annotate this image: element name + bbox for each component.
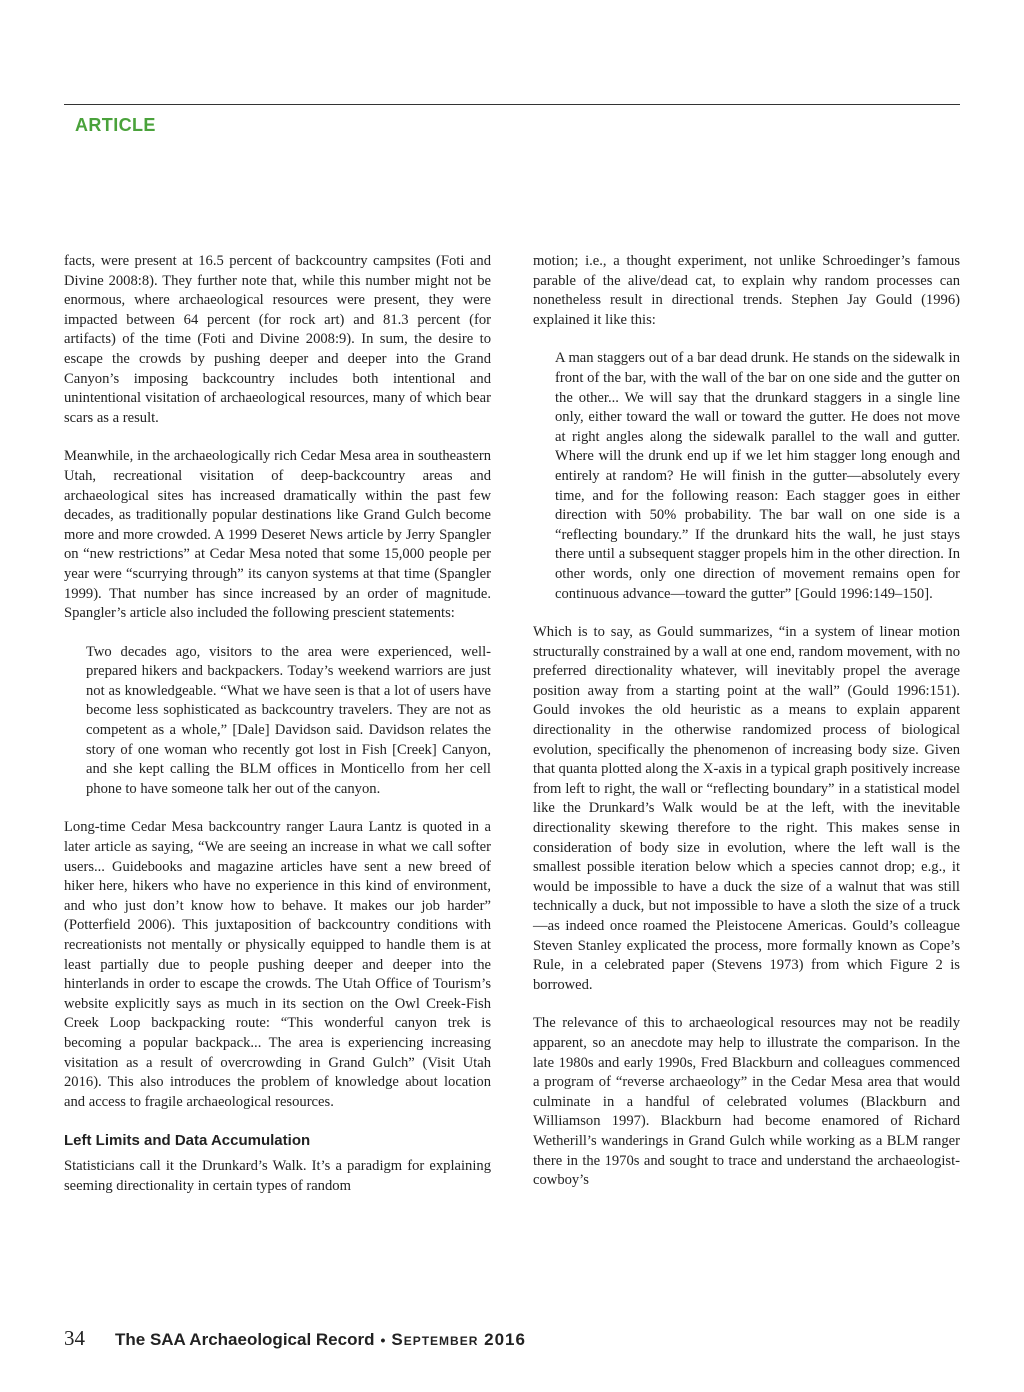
section-heading: Left Limits and Data Accumulation bbox=[64, 1132, 311, 1150]
paragraph: Meanwhile, in the archaeologically rich Cedar Mesa area in southeastern Utah, recreational visitation of deep-backcountry areas and archaeological sites has increased dramatically within the past few decades, as traditionally popular destinations like Grand Gulch become more and more crowded. A 1999 Deseret News article by Jerry Spangler on “new restrictions” at Cedar Mesa noted that some 15,000 people per year were “scurrying through” its canyon systems at that time (Spangler 1999). That number has since increased by an order of magnitude. Spangler’s article also included the following prescient statements: bbox=[64, 448, 491, 622]
journal-title: The SAA Archaeological Record bbox=[115, 1330, 375, 1349]
right-column bbox=[533, 252, 960, 1191]
bullet-separator: • bbox=[380, 1332, 386, 1348]
page-number: 34 bbox=[64, 1326, 85, 1350]
section-label: ARTICLE bbox=[75, 115, 156, 135]
paragraph: Long-time Cedar Mesa backcountry ranger Laura Lantz is quoted in a later article as saying, “We are seeing an increase in what we call softer users... Guidebooks and magazine articles have sent a new breed of hiker here, hikers who have no experience in this kind of environment, and who just don’t know how to behave. It makes our job harder” (Potterfield 2006). This juxtaposition of backcountry conditions with recreationists not mentally or physically equipped to handle them is at least partially due to people pushing deeper and deeper into the hinterlands in order to escape the crowds. The Utah Office of Tourism’s website explicitly says as much in its section on the Owl Creek-Fish Creek Loop backpacking route: “This wonderful canyon trek is becoming a popular backpack... The area is experiencing increasing visitation as a result of overcrowding in Grand Gulch” (Visit Utah 2016). This also introduces the problem of knowledge about location and access to fragile archaeological resources. bbox=[64, 819, 491, 1110]
issue-date: September 2016 bbox=[391, 1330, 526, 1349]
page-footer bbox=[64, 1326, 526, 1351]
paragraph: Which is to say, as Gould summarizes, “in a system of linear motion structurally constrained by a wall at one end, random movement, with no preferred directionality whatever, will inevitably propel the average position away from a starting point at the wall” (Gould 1996:151). Gould invokes the old heuristic as a means to explain apparent directionality in the otherwise randomized process of biological evolution, specifically the phenomenon of increasing body size. Given that quanta plotted along the X-axis in a typical graph positively increase from left to right, the wall or “reflecting boundary” in a statistical model like the Drunkard’s Walk would be at the left, with the inevitable directionality skewing therefore to the right. This makes sense in consideration of body size in evolution, where the left wall is the smallest possible iteration below which a species cannot drop; e.g., it would be impossible to have a duck the size of a walnut that was still technically a duck, but not impossible to have a sloth the size of a truck—as indeed once roamed the Pleistocene Americas. Gould’s colleague Steven Stanley explicated the process, more formally known as Cope’s Rule, in a celebrated paper (Stevens 1973) from which Figure 2 is borrowed. bbox=[533, 624, 960, 993]
left-column bbox=[64, 252, 491, 1196]
paragraph: Statisticians call it the Drunkard’s Walk. It’s a paradigm for explaining seeming directionality in certain types of random bbox=[64, 1157, 491, 1194]
header-rule bbox=[64, 104, 960, 105]
paragraph: motion; i.e., a thought experiment, not unlike Schroedinger’s famous parable of the alive/dead cat, to explain why random processes can nonetheless result in directional trends. Stephen Jay Gould (1996) explained it like this: bbox=[533, 253, 960, 328]
block-quote: Two decades ago, visitors to the area were experienced, well-prepared hikers and backpackers. Today’s weekend warriors are just not as knowledgeable. “What we have seen is that a lot of users have become less sophisticated as backcountry travelers. They are not as competent as a whole,” [Dale] Davidson said. Davidson relates the story of one woman who recently got lost in Fish [Creek] Canyon, and she kept calling the BLM offices in Monticello from her cell phone to have someone talk her out of the canyon. bbox=[86, 643, 491, 797]
paragraph: facts, were present at 16.5 percent of backcountry campsites (Foti and Divine 2008:8). They further note that, while this number might not be enormous, where archaeological resources were present, they were impacted between 64 percent (for rock art) and 81.3 percent (for artifacts) of the time (Foti and Divine 2008:9). In sum, the desire to escape the crowds by pushing deeper and deeper into the Grand Canyon’s imposing backcountry includes both intentional and unintentional visitation of archaeological resources, many of which bear scars as a result. bbox=[64, 253, 491, 426]
paragraph: The relevance of this to archaeological resources may not be readily apparent, so an anecdote may help to illustrate the comparison. In the late 1980s and early 1990s, Fred Blackburn and colleagues commenced a program of “reverse archaeology” in the Cedar Mesa area that would culminate in a handful of celebrated volumes (Blackburn and Williamson 1997). Blackburn had become enamored of Richard Wetherill’s wanderings in Grand Gulch while working as a BLM ranger there in the 1970s and sought to trace and understand the archaeologist-cowboy’s bbox=[533, 1015, 960, 1189]
block-quote: A man staggers out of a bar dead drunk. He stands on the sidewalk in front of the bar, with the wall of the bar on one side and the gutter on the other... We will say that the drunkard staggers in a single line only, either toward the wall or toward the gutter. He does not move at right angles along the sidewalk parallel to the wall and gutter. Where will the drunk end up if we let him stagger long enough and entirely at random? He will finish in the gutter—absolutely every time, and for the following reason: Each stagger goes in either direction with 50% probability. The bar wall on one side is a “reflecting boundary.” If the drunkard hits the wall, he just stays there until a subsequent stagger propels him in the other direction. In other words, only one direction of movement remains open for continuous advance—toward the gutter” [Gould 1996:149–150]. bbox=[555, 350, 960, 602]
